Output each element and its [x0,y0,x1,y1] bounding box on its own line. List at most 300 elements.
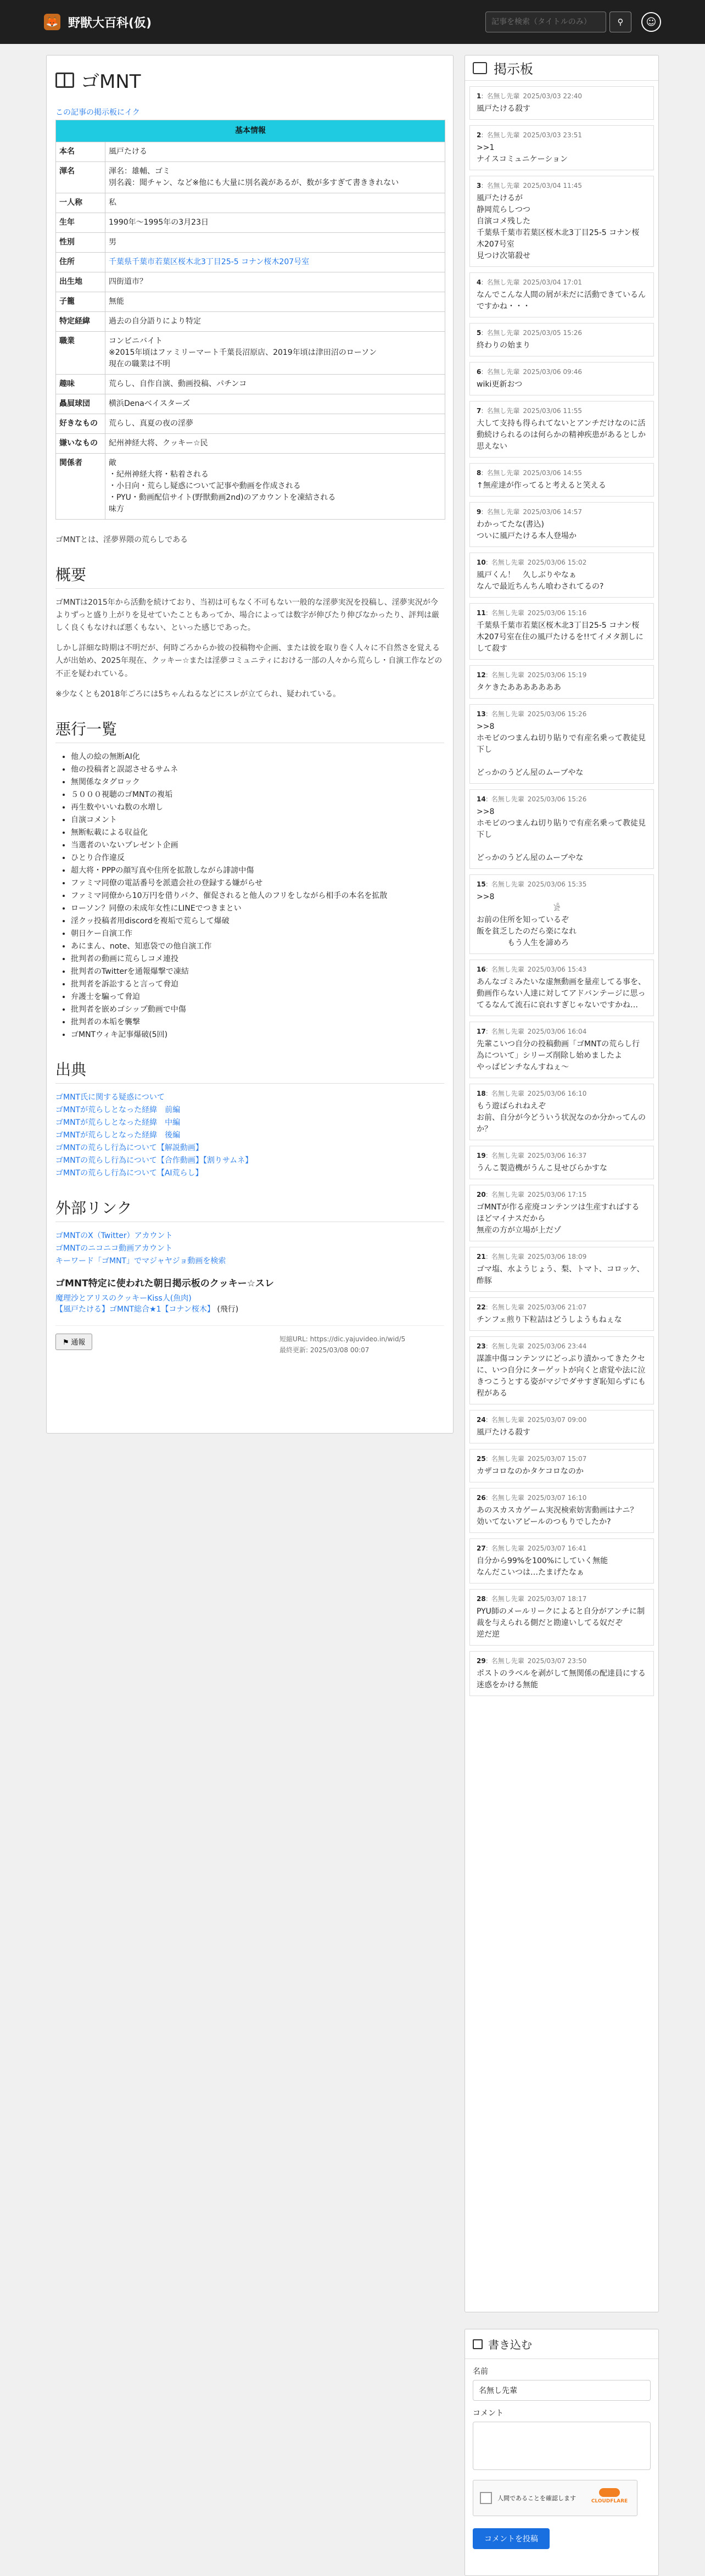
post-date: 2025/03/07 15:07 [527,1455,587,1463]
thread-link[interactable]: 【風戸たける】ゴMNT総合★1【コナン桜木】 [55,1304,215,1314]
post-date: 2025/03/06 15:43 [527,966,587,973]
post-body: ゴMNTが作る産廃コンテンツは生産すればするほどマイナスだから 無産の方が立場が上だゾ [477,1203,640,1235]
last-updated: 最終更新: 2025/03/08 00:07 [279,1346,370,1354]
submit-button[interactable]: コメントを投稿 [473,2528,550,2549]
info-key: 関係者 [56,454,105,520]
board-post [469,1410,654,1443]
post-date: 2025/03/03 22:40 [523,92,582,100]
board-post [469,362,654,395]
board-post [469,874,654,954]
search-area [485,12,661,32]
info-value: 四街道市？ [105,272,445,292]
sin-item: • 批判者を訴訟すると言って脅迫 [71,978,444,991]
info-key: 嫌いなもの [56,434,105,454]
sources-list [55,1091,444,1180]
sin-item: • 朝日ケー自演工作 [71,928,444,940]
post-author: 名無し先輩 [491,1191,524,1198]
post-body: 終わりの始まり [477,341,530,350]
board-post [469,553,654,598]
post-body: ↑無産達が作ってると考えると笑える [477,481,606,490]
info-value: 紀州神経大将、クッキー☆民 [105,434,445,454]
board-post [469,665,654,699]
article-panel [46,55,454,1434]
info-row [56,292,445,312]
post-body: わかってたな(書込) ついに風戸たける本人登場か [477,520,577,540]
post-date: 2025/03/06 09:46 [523,368,582,376]
post-number: 14 [477,795,486,803]
post-body: 大して支持も得られてないとアンチだけなのに活動続けられるのは何らかの精神疾患があるとしか思えない [477,419,646,451]
post-body: >>8 ホモビのつまんね切り貼りで有産名乗って教徒見下し どっかのうどん屋のムーブやな [477,807,646,862]
post-date: 2025/03/04 11:45 [523,182,582,189]
post-number: 23 [477,1342,486,1350]
post-author: 名無し先輩 [491,1342,524,1350]
name-label: 名前 [473,2367,488,2376]
post-author: 名無し先輩 [486,469,520,477]
post-date: 2025/03/06 16:04 [527,1028,587,1035]
sin-item: • 他人の絵の無断AI化 [71,751,444,763]
info-value: 横浜Denaベイスターズ [105,394,445,414]
post-date: 2025/03/06 15:35 [527,880,587,888]
intro-text: ゴMNTとは、淫夢界隈の荒らしである [55,536,188,544]
sin-item: • 批判者を嵌めゴシップ動画で中傷 [71,1003,444,1016]
sin-item: • 批判者のTwitterを通報爆撃で凍結 [71,966,444,978]
info-row [56,162,445,193]
post-body: 自分から99%を100%にしていく無能 なんだこいつは…たまげたなぁ [477,1557,608,1577]
post-body: >>8 𓀀 お前の住所を知っているぞ 飯を貧乏したのだら楽になれ もう人生を諦めろ [477,893,577,947]
thread-suffix: (飛行) [217,1304,239,1314]
post-number: 10 [477,559,486,566]
board-header [465,55,658,81]
post-date: 2025/03/07 18:17 [527,1595,587,1603]
search-button[interactable] [609,12,631,32]
info-value: 風戸たける [105,142,445,162]
post-number: 5 [477,329,482,337]
source-link[interactable]: ゴMNT氏に関する疑惑について [55,1092,165,1102]
search-input[interactable] [485,12,606,32]
post-meta: 3: 名無し先輩 2025/03/04 11:45 [477,182,582,189]
info-key: 職業 [56,332,105,375]
post-meta: 14: 名無し先輩 2025/03/06 15:26 [477,795,587,803]
post-body: 風戸たけるが 静岡荒らしつつ 自演コメ残した 千葉県千葉市若葉区桜木北3丁目25-5 コナン桜木207号室 見つけ次第殺せ [477,194,640,260]
post-author: 名無し先輩 [491,1455,524,1463]
post-author: 名無し先輩 [491,795,524,803]
sins-list [55,751,444,1041]
book-icon [55,73,74,88]
post-number: 7 [477,407,482,415]
post-date: 2025/03/05 15:26 [523,329,582,337]
post-meta: 10: 名無し先輩 2025/03/06 15:02 [477,559,587,566]
site-title[interactable]: 野獣大百科(仮) [68,16,152,30]
external-links-heading: 外部リンク [55,1196,444,1222]
post-meta: 1: 名無し先輩 2025/03/03 22:40 [477,92,582,100]
post-author: 名無し先輩 [491,966,524,973]
external-link[interactable]: キーワード「ゴMNT」でマジャヤジョ動画を検索 [55,1256,226,1265]
post-author: 名無し先輩 [486,508,520,516]
info-key: 一人称 [56,193,105,213]
post-number: 20 [477,1191,486,1198]
post-author: 名無し先輩 [486,182,520,189]
sin-item: • 当選者のいないプレゼント企画 [71,839,444,852]
info-key: 本名 [56,142,105,162]
cookie-thread-title: ゴMNT特定に使われた朝日掲示板のクッキー☆スレ [55,1278,274,1289]
post-date: 2025/03/06 16:10 [527,1090,587,1097]
post-date: 2025/03/07 16:10 [527,1494,587,1502]
sin-item: • 弁護士を騙って脅迫 [71,991,444,1003]
post-meta: 11: 名無し先輩 2025/03/06 15:16 [477,609,587,617]
info-key: 出生地 [56,272,105,292]
info-table [55,120,445,520]
board-link[interactable]: この記事の掲示板にイク [55,108,140,117]
info-key: 渾名 [56,162,105,193]
post-number: 13 [477,710,486,718]
source-link[interactable]: ゴMNTが荒らしとなった経緯 前編 [55,1105,181,1114]
board-post [469,1022,654,1078]
post-number: 3 [477,182,482,189]
name-input[interactable]: 名無し先輩 [473,2380,651,2401]
search-icon: ⚲ [617,17,624,27]
post-date: 2025/03/06 15:02 [527,559,587,566]
post-body: 謀誰中傷コンテンツにどっぷり漬かってきたクセに、いつ自分にターゲットが向くと虐覚や法に泣きつこうとする姿がマジでダサすぎ恥知らずにも程がある [477,1354,646,1398]
overview-paragraph: しかし詳細な時期は不明だが、何時ごろからか彼の投稿物や企画、または彼を取り巻く人々に不自然さを覚える人が出始め、2025年現在、クッキー☆または淫夢コミュニティにおける一部の人々から荒らし・自演工作などの不正を疑われている。 [55,644,443,678]
post-number: 22 [477,1303,486,1311]
post-meta: 15: 名無し先輩 2025/03/06 15:35 [477,880,587,888]
post-meta: 8: 名無し先輩 2025/03/06 14:55 [477,469,582,477]
post-meta: 27: 名無し先輩 2025/03/07 16:41 [477,1545,587,1552]
info-header: 基本情報 [56,120,445,142]
external-links-list [55,1230,444,1268]
post-meta: 28: 名無し先輩 2025/03/07 18:17 [477,1595,587,1603]
user-icon[interactable]: ☺ [641,12,661,32]
post-number: 12 [477,671,486,679]
overview-paragraph: ※少なくとも2018年ごろには5ちゃんねるなどにスレが立てられ、疑われている。 [55,689,341,699]
info-row [56,193,445,213]
sin-item: • あにまん、note、知恵袋での他自演工作 [71,940,444,953]
info-key: 性別 [56,233,105,253]
board-post [469,125,654,170]
post-author: 名無し先輩 [491,1090,524,1097]
post-date: 2025/03/06 11:55 [523,407,582,415]
sources-heading: 出典 [55,1058,444,1084]
info-row [56,454,445,520]
post-date: 2025/03/04 17:01 [523,278,582,286]
post-body: 先輩こいつ自分の投稿動画「ゴMNTの荒らし行為について」シリーズ削除し始めましたよ やっぱピンチなんすねぇ〜 [477,1040,640,1072]
post-author: 名無し先輩 [486,92,520,100]
post-number: 27 [477,1545,486,1552]
article-title-text: ゴMNT [81,71,141,93]
info-row [56,375,445,394]
sin-item: • ファミマ同僚から10万円を借りパク、催促されると他人のフリをしながら相手の本名を拡散 [71,890,444,902]
board-post [469,1185,654,1241]
sin-item: • ５０００視聴のゴMNTの複垢 [71,789,444,801]
page-title [55,66,444,93]
cloudflare-logo: CLOUDFLARE [588,2488,631,2509]
source-link[interactable]: ゴMNTの荒らし行為について【合作動画】【割りサムネ】 [55,1156,253,1165]
info-value: 無能 [105,292,445,312]
article-meta [279,1334,444,1356]
post-date: 2025/03/06 14:55 [523,469,582,477]
post-number: 19 [477,1152,486,1159]
post-author: 名無し先輩 [486,278,520,286]
board-post [469,1247,654,1292]
write-panel [465,2329,659,2576]
sin-item: • ファミマ同僚の電話番号を派遣会社の登録する嫌がらせ [71,877,444,890]
overview-heading: 概要 [55,563,444,589]
post-meta: 4: 名無し先輩 2025/03/04 17:01 [477,278,582,286]
post-author: 名無し先輩 [491,1152,524,1159]
post-date: 2025/03/07 23:50 [527,1657,587,1665]
thread-link[interactable]: 魔理沙とアリスのクッキーKiss人(魚肉) [55,1293,192,1303]
post-number: 17 [477,1028,486,1035]
sin-item: • 他の投稿者と誤認させるサムネ [71,763,444,776]
sins-heading: 悪行一覧 [55,717,444,743]
sin-item: • 超大将・PPPの顔写真や住所を拡散しながら誹謗中傷 [71,865,444,877]
info-row [56,253,445,272]
post-meta: 18: 名無し先輩 2025/03/06 16:10 [477,1090,587,1097]
post-number: 18 [477,1090,486,1097]
post-body: なんでこんな人間の屑が未だに活動できているんですかね・・・ [477,291,646,311]
post-number: 29 [477,1657,486,1665]
post-number: 25 [477,1455,486,1463]
post-meta: 2: 名無し先輩 2025/03/03 23:51 [477,131,582,139]
post-body: >>8 ホモビのつまんね切り貼りで有産名乗って教徒見下し どっかのうどん屋のムーブやな [477,722,646,777]
sin-item: • 無関係なタグロック [71,776,444,789]
info-value: 渾名：雄輔、ゴミ 別名義：聞チャン、など※他にも大量に別名義があるが、数が多すぎて書ききれない [105,162,445,193]
post-body: ポストのラベルを剥がして無関係の配達員にする迷惑をかける無能 [477,1669,646,1690]
post-body: wiki更新おつ [477,380,523,389]
post-body: カザコロなのかタケコロなのか [477,1467,584,1476]
board-panel [465,55,659,2312]
post-author: 名無し先輩 [491,880,524,888]
short-url[interactable]: 短縮URL: https://dic.yajuvideo.in/wid/5 [279,1335,406,1343]
post-body: タケきたあああああああ [477,683,561,692]
post-meta: 20: 名無し先輩 2025/03/06 17:15 [477,1191,587,1198]
post-author: 名無し先輩 [491,1416,524,1424]
post-meta: 17: 名無し先輩 2025/03/06 16:04 [477,1028,587,1035]
post-number: 6 [477,368,482,376]
sin-item: • 批判者の動画に荒らしコメ連投 [71,953,444,966]
post-number: 21 [477,1253,486,1261]
post-body: うんこ製造機がうんこ見せびらかすな [477,1164,607,1173]
post-meta: 16: 名無し先輩 2025/03/06 15:43 [477,966,587,973]
post-number: 24 [477,1416,486,1424]
board-post [469,1146,654,1179]
post-meta: 7: 名無し先輩 2025/03/06 11:55 [477,407,582,415]
post-number: 15 [477,880,486,888]
post-meta: 22: 名無し先輩 2025/03/06 21:07 [477,1303,587,1311]
post-author: 名無し先輩 [491,1028,524,1035]
post-number: 16 [477,966,486,973]
post-date: 2025/03/06 15:26 [527,710,587,718]
sin-item: • 批判者の本垢を襲撃 [71,1016,444,1029]
board-post [469,789,654,869]
info-key: 子籠 [56,292,105,312]
site-logo[interactable]: 🦊 [44,14,60,30]
post-author: 名無し先輩 [491,1253,524,1261]
sin-item: • 再生数やいいね数の水増し [71,801,444,814]
sin-item: • ローソン？同僚の未成年女性にLINEでつきまとい [71,902,444,915]
info-value[interactable]: 千葉県千葉市若葉区桜木北3丁目25-5 コナン桜木207号室 [105,253,445,272]
info-key: 特定経緯 [56,312,105,332]
info-value: 私 [105,193,445,213]
post-date: 2025/03/06 15:16 [527,609,587,617]
info-row [56,142,445,162]
source-link[interactable]: ゴMNTの荒らし行為について【AI荒らし】 [55,1168,203,1178]
post-author: 名無し先輩 [491,1545,524,1552]
post-date: 2025/03/06 14:57 [523,508,582,516]
post-date: 2025/03/06 15:19 [527,671,587,679]
post-date: 2025/03/06 21:07 [527,1303,587,1311]
info-value: コンビニバイト ※2015年頃はファミリーマート千葉長沼原店、2019年頃は津田沼のローソン 現在の職業は不明 [105,332,445,375]
board-post [469,1589,654,1646]
post-meta: 23: 名無し先輩 2025/03/06 23:44 [477,1342,587,1350]
captcha-text: 人間であることを確認します [497,2495,576,2502]
post-date: 2025/03/06 23:44 [527,1342,587,1350]
info-key: 生年 [56,213,105,233]
post-list [465,86,658,1696]
source-link[interactable]: ゴMNTの荒らし行為について【解説動画】 [55,1143,203,1152]
board-post [469,1488,654,1533]
info-row [56,434,445,454]
write-title: 書き込む [488,2338,532,2351]
post-meta: 13: 名無し先輩 2025/03/06 15:26 [477,710,587,718]
info-row [56,312,445,332]
post-date: 2025/03/03 23:51 [523,131,582,139]
post-body: あのスカスカゲーム実況検索妨害動画はナニ？ 効いてないアピールのつもりでしたか? [477,1506,638,1526]
pen-icon [473,2339,483,2349]
board-post [469,401,654,458]
write-header [465,2329,658,2359]
info-value: 敵 ・紀州神経大将・粘着される ・小日向・荒らし疑惑について記事や動画を作成される ・PYU・動画配信サイト(野獣動画2nd)のアカウントを凍結される 味方 [105,454,445,520]
report-label: 通報 [71,1338,86,1347]
info-value: 荒らし、自作自演、動画投稿、パチンコ [105,375,445,394]
post-meta: 5: 名無し先輩 2025/03/05 15:26 [477,329,582,337]
board-post [469,1538,654,1583]
post-date: 2025/03/06 17:15 [527,1191,587,1198]
info-row [56,332,445,375]
post-author: 名無し先輩 [491,671,524,679]
report-button[interactable] [55,1334,92,1350]
top-navbar [0,0,705,44]
comment-label: コメント [473,2409,503,2418]
external-link[interactable]: ゴMNTのX（Twitter）アカウント [55,1231,173,1240]
post-date: 2025/03/07 16:41 [527,1545,587,1552]
info-row [56,414,445,434]
post-meta: 25: 名無し先輩 2025/03/07 15:07 [477,1455,587,1463]
source-link[interactable]: ゴMNTが荒らしとなった経緯 中編 [55,1118,181,1127]
post-author: 名無し先輩 [491,1595,524,1603]
board-post [469,1449,654,1482]
post-meta: 19: 名無し先輩 2025/03/06 16:37 [477,1152,587,1159]
info-value: 過去の自分語りにより特定 [105,312,445,332]
post-number: 9 [477,508,482,516]
post-meta: 21: 名無し先輩 2025/03/06 18:09 [477,1253,587,1261]
post-meta: 6: 名無し先輩 2025/03/06 09:46 [477,368,582,376]
post-author: 名無し先輩 [491,559,524,566]
board-post [469,960,654,1016]
source-link[interactable]: ゴMNTが荒らしとなった経緯 後編 [55,1130,181,1140]
board-post [469,463,654,497]
board-post [469,502,654,547]
post-meta: 9: 名無し先輩 2025/03/06 14:57 [477,508,582,516]
post-number: 2 [477,131,482,139]
post-number: 4 [477,278,482,286]
post-author: 名無し先輩 [491,609,524,617]
board-title: 掲示板 [494,62,533,77]
board-post [469,704,654,784]
sin-item: • 自演コメント [71,814,444,827]
post-number: 11 [477,609,486,617]
sin-item: • 無断転載による収益化 [71,827,444,839]
post-author: 名無し先輩 [491,1494,524,1502]
info-row [56,233,445,253]
sin-item: • 淫クッ投稿者用discordを複垢で荒らして爆破 [71,915,444,928]
post-author: 名無し先輩 [486,329,520,337]
info-row [56,394,445,414]
post-body: もう遊ばられねえぞ お前、自分が今どういう状況なのか分かってんのか？ [477,1102,646,1134]
board-post [469,323,654,356]
post-meta: 26: 名無し先輩 2025/03/07 16:10 [477,1494,587,1502]
post-author: 名無し先輩 [486,407,520,415]
info-value: 荒らし、真夏の夜の淫夢 [105,414,445,434]
info-key: 好きなもの [56,414,105,434]
post-body: ゴマ塩、水ようじょう、梨、トマト、コロッケ、酢豚 [477,1265,645,1285]
board-post [469,1651,654,1696]
post-number: 8 [477,469,482,477]
sin-item: • ひとり合作違反 [71,852,444,865]
post-body: 風戸たける殺す [477,104,530,113]
post-meta: 29: 名無し先輩 2025/03/07 23:50 [477,1657,587,1665]
post-meta: 24: 名無し先輩 2025/03/07 09:00 [477,1416,587,1424]
post-author: 名無し先輩 [486,368,520,376]
post-body: 風戸たける殺す [477,1428,530,1437]
post-author: 名無し先輩 [491,710,524,718]
post-author: 名無し先輩 [491,1657,524,1665]
article-footer [55,1325,444,1356]
board-post [469,1297,654,1331]
board-post [469,176,654,267]
post-body: チンフェ煎り下粒詰はどうしようもねぇな [477,1315,622,1324]
post-number: 1 [477,92,482,100]
post-body: 千葉県千葉市若葉区桜木北3丁目25-5 コナン桜木207号室在住の風戸たけるを!!てイメタ割しにして殺す [477,621,644,653]
comment-textarea[interactable] [473,2422,651,2470]
info-value: 1990年〜1995年の3月23日 [105,213,445,233]
post-body: あんなゴミみたいな虚無動画を量産してる事を、動画作らない人達に対してアドバンテージに思ってるなんて流石に哀れすぎじゃないですかね… [477,978,646,1010]
post-meta: 12: 名無し先輩 2025/03/06 15:19 [477,671,587,679]
flag-icon: ⚑ [63,1338,71,1347]
info-row [56,213,445,233]
board-post [469,1084,654,1140]
board-post [469,272,654,317]
info-key: 住所 [56,253,105,272]
board-post [469,86,654,120]
board-post [469,603,654,660]
external-link[interactable]: ゴMNTのニコニコ動画アカウント [55,1244,172,1253]
post-date: 2025/03/07 09:00 [527,1416,587,1424]
captcha-checkbox[interactable] [480,2492,492,2504]
post-body: PYU師のメールリークによると自分がアンチに制裁を与えられる側だと勘違いしてる奴だぞ 逆だ逆 [477,1607,645,1639]
post-date: 2025/03/06 16:37 [527,1152,587,1159]
sin-item: • ゴMNTウィキ記事爆破(5回) [71,1029,444,1041]
post-body: >>1 ナイスコミュニケーション [477,143,568,164]
board-icon [473,62,487,74]
info-key: 贔屓球団 [56,394,105,414]
post-number: 26 [477,1494,486,1502]
post-body: 風戸くん！ 久しぶりやなぁ なんで最近ちんちん喰わされてるの? [477,571,604,591]
post-number: 28 [477,1595,486,1603]
board-post [469,1336,654,1404]
overview-paragraph: ゴMNTは2015年から活動を続けており、当初は可もなく不可もない一般的な淫夢実況を投稿し、淫夢実況が今よりずっと盛り上がりを見せていたこともあってか、場合によっては数字が伸びたり伸びなかったり、評判は厳しく良くもなければ悪くもない、といった感じであった。 [55,598,440,633]
info-value: 男 [105,233,445,253]
